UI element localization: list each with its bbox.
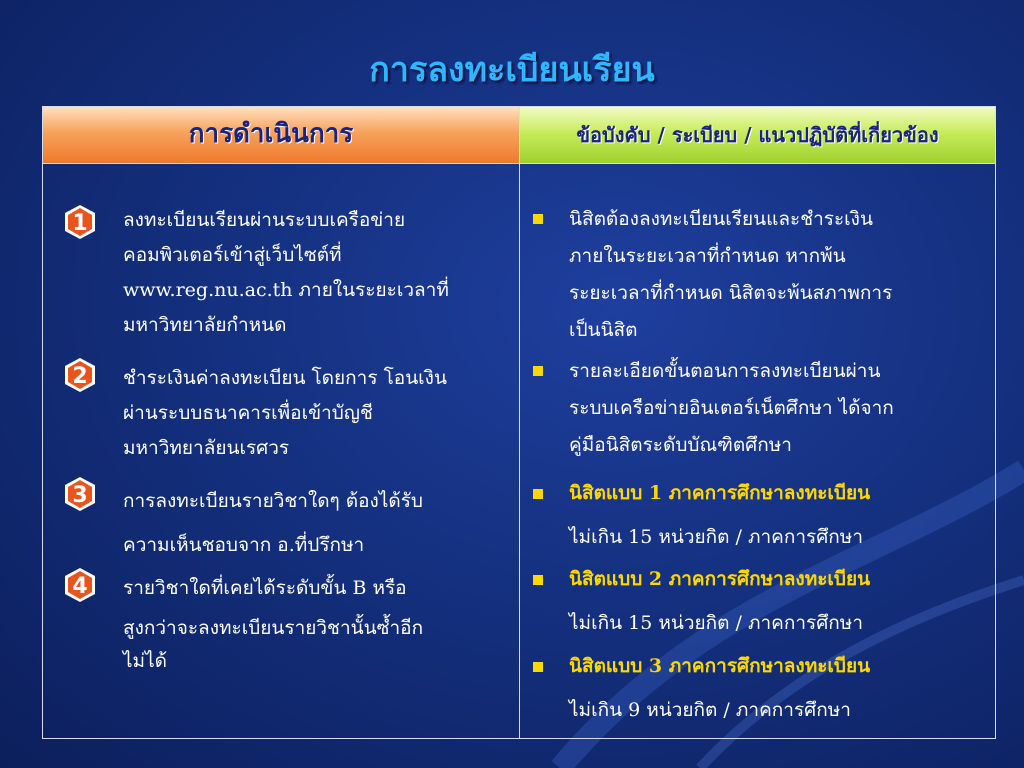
step-2-line-3: มหาวิทยาลัยนเรศวร xyxy=(123,437,290,459)
step-1-badge-icon xyxy=(61,203,99,241)
rule-3-detail: ไม่เกิน 15 หน่วยกิต / ภาคการศึกษา xyxy=(569,526,863,548)
step-3-line-2: ความเห็นชอบจาก อ.ที่ปรึกษา xyxy=(123,534,365,556)
rule-5-highlight: นิสิตแบบ 3 ภาคการศึกษาลงทะเบียน xyxy=(569,655,871,677)
rule-1-line-2: ภายในระยะเวลาที่กำหนด หากพ้น xyxy=(569,245,846,267)
bullet-square-icon xyxy=(533,662,543,672)
step-1-line-1: ลงทะเบียนเรียนผ่านระบบเครือข่าย xyxy=(123,209,406,231)
step-1-text xyxy=(123,203,513,343)
header-regulations-label: ข้อบังคับ / ระเบียบ / แนวปฏิบัติที่เกี่ยวข้อง xyxy=(576,123,939,147)
step-1-number: 1 xyxy=(72,211,88,236)
rule-item-2 xyxy=(533,353,983,464)
content-table xyxy=(42,106,996,739)
bullet-square-icon xyxy=(533,366,543,376)
step-4-line-3: ไม่ได้ xyxy=(123,650,167,672)
step-1-line-3: www.reg.nu.ac.th ภายในระยะเวลาที่ xyxy=(123,279,449,301)
rule-2-line-3: คู่มือนิสิตระดับบัณฑิตศึกษา xyxy=(569,434,792,456)
step-2-badge-icon xyxy=(61,356,99,394)
step-2-line-2: ผ่านระบบธนาคารเพื่อเข้าบัญชี xyxy=(123,402,373,424)
step-4-number: 4 xyxy=(72,574,88,599)
step-1-line-2: คอมพิวเตอร์เข้าสู่เว็บไซต์ที่ xyxy=(123,244,342,266)
header-regulations xyxy=(520,107,995,164)
step-4-text xyxy=(123,568,513,674)
rule-item-5 xyxy=(533,644,983,732)
step-3-number: 3 xyxy=(72,483,88,508)
rule-item-4 xyxy=(533,557,983,645)
step-4-line-2: สูงกว่าจะลงทะเบียนรายวิชานั้นซ้ำอีก xyxy=(123,617,424,639)
rule-2-line-2: ระบบเครือข่ายอินเตอร์เน็ตศึกษา ได้จาก xyxy=(569,397,894,419)
step-2-text xyxy=(123,361,513,466)
header-procedures xyxy=(43,107,519,164)
column-divider xyxy=(519,107,520,738)
rule-1-line-1: นิสิตต้องลงทะเบียนเรียนและชำระเงิน xyxy=(569,208,873,230)
step-3-line-1: การลงทะเบียนรายวิชาใดๆ ต้องได้รับ xyxy=(123,490,423,512)
rule-item-1 xyxy=(533,201,983,349)
rule-1-line-3: ระยะเวลาที่กำหนด นิสิตจะพ้นสภาพการ xyxy=(569,282,893,304)
step-1-line-4: มหาวิทยาลัยกำหนด xyxy=(123,314,287,336)
rule-2-line-1: รายละเอียดขั้นตอนการลงทะเบียนผ่าน xyxy=(569,360,881,382)
step-4-line-1: รายวิชาใดที่เคยได้ระดับขั้น B หรือ xyxy=(123,577,407,599)
step-4-badge-icon xyxy=(61,566,99,604)
bullet-square-icon xyxy=(533,575,543,585)
header-procedures-label: การดำเนินการ xyxy=(188,118,354,149)
slide-title: การลงทะเบียนเรียน xyxy=(369,50,655,90)
rule-4-highlight: นิสิตแบบ 2 ภาคการศึกษาลงทะเบียน xyxy=(569,568,871,590)
step-3-badge-icon xyxy=(61,475,99,513)
bullet-square-icon xyxy=(533,214,543,224)
step-2-line-1: ชำระเงินค่าลงทะเบียน โดยการ โอนเงิน xyxy=(123,367,447,389)
rule-3-highlight: นิสิตแบบ 1 ภาคการศึกษาลงทะเบียน xyxy=(569,482,871,504)
rule-1-line-4: เป็นนิสิต xyxy=(569,319,638,341)
rule-4-detail: ไม่เกิน 15 หน่วยกิต / ภาคการศึกษา xyxy=(569,612,863,634)
rule-5-detail: ไม่เกิน 9 หน่วยกิต / ภาคการศึกษา xyxy=(569,699,851,721)
step-2-number: 2 xyxy=(72,364,88,389)
bullet-square-icon xyxy=(533,489,543,499)
step-3-text xyxy=(123,479,513,567)
rule-item-3 xyxy=(533,471,983,559)
